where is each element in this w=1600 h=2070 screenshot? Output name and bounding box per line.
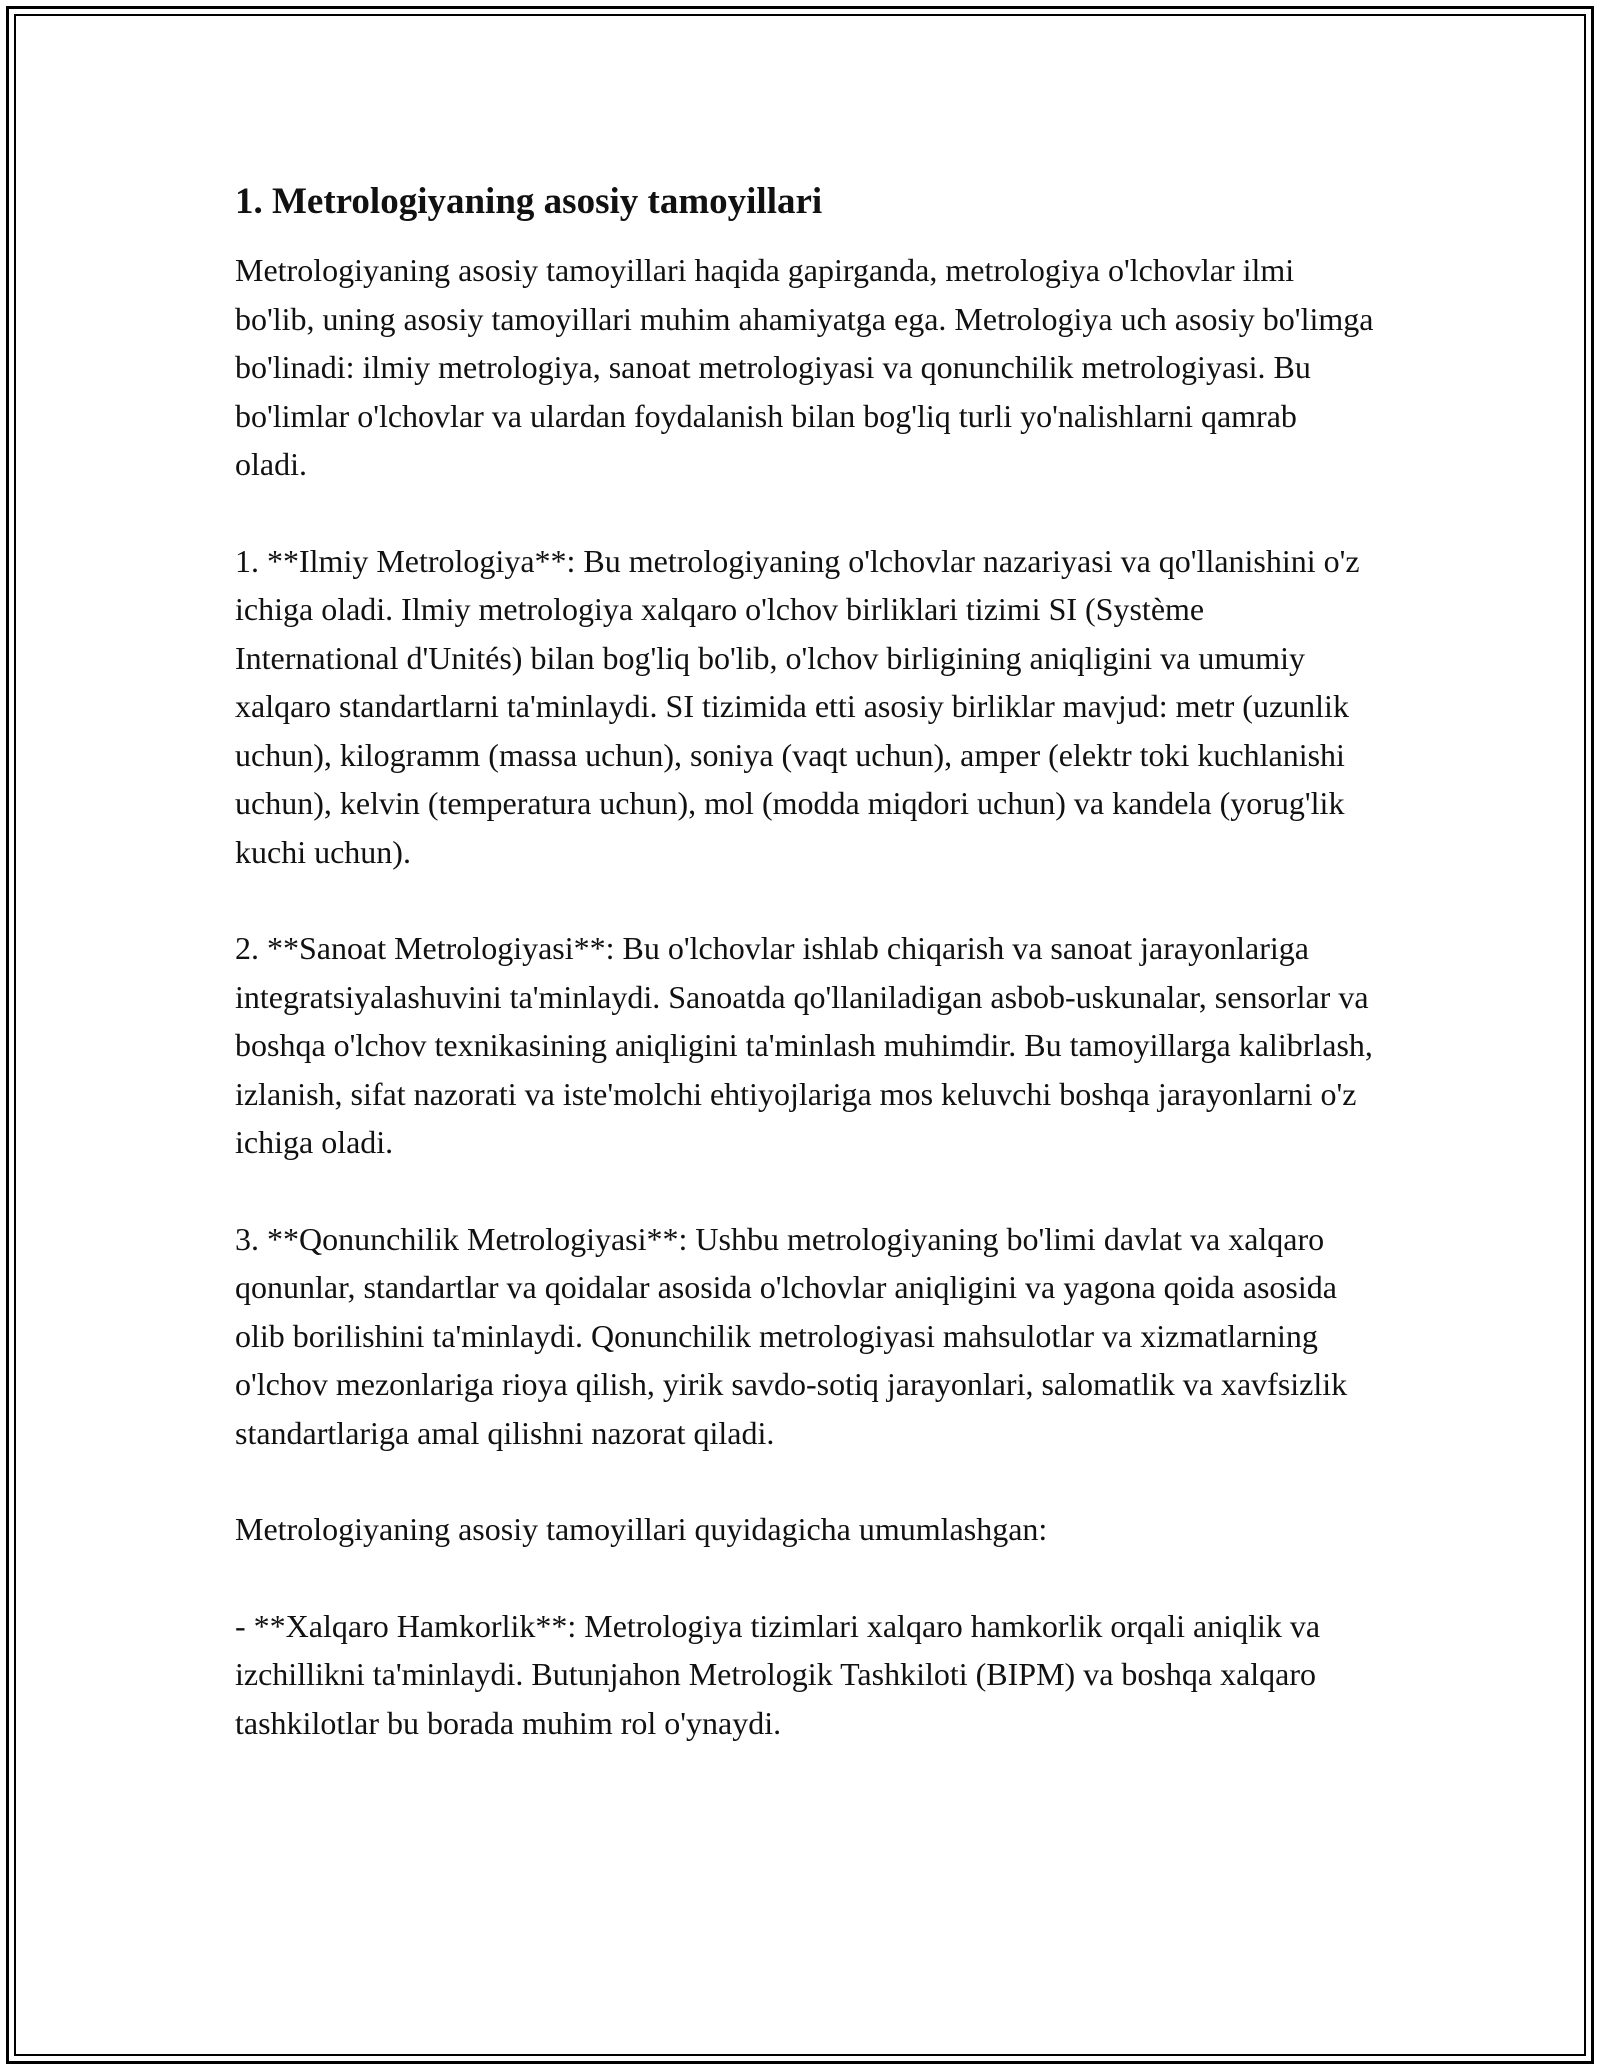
- paragraph-industrial-metrology: 2. **Sanoat Metrologiyasi**: Bu o'lchovlar ishlab chiqarish va sanoat jarayonlariga integratsiyalashuvini ta'minlaydi. Sanoatda qo'llaniladigan asbob-uskunalar, sensorlar va boshqa o'lchov texnikasining aniqligini ta'minlash muhimdir. Bu tamoyillarga kalibrlash, izlanish, sifat nazorati va iste'molchi ehtiyojlariga mos keluvchi boshqa jarayonlarni o'z ichiga oladi.: [235, 930, 1373, 1161]
- paragraph-legal-metrology: 3. **Qonunchilik Metrologiyasi**: Ushbu metrologiyaning bo'limi davlat va xalqaro qonunlar, standartlar va qoidalar asosida o'lchovlar aniqligini va yagona qoida asosida olib borilishini ta'minlaydi. Qonunchilik metrologiyasi mahsulotlar va xizmatlarning o'lchov mezonlariga rioya qilish, yirik savdo-sotiq jarayonlari, salomatlik va xavfsizlik standartlariga amal qilishni nazorat qiladi.: [235, 1220, 1348, 1451]
- document-body: [235, 180, 1375, 1747]
- document-title: 1. Metrologiyaning asosiy tamoyillari: [235, 181, 823, 222]
- paragraph-intro: Metrologiyaning asosiy tamoyillari haqida gapirganda, metrologiya o'lchovlar ilmi bo'lib, uning asosiy tamoyillari muhim ahamiyatga ega. Metrologiya uch asosiy bo'limga bo'linadi: ilmiy metrologiya, sanoat metrologiyasi va qonunchilik metrologiyasi. Bu bo'limlar o'lchovlar va ulardan foydalanish bilan bog'liq turli yo'nalishlarni qamrab oladi.: [235, 252, 1374, 483]
- paragraph-scientific-metrology: 1. **Ilmiy Metrologiya**: Bu metrologiyaning o'lchovlar nazariyasi va qo'llanishini o'z ichiga oladi. Ilmiy metrologiya xalqaro o'lchov birliklari tizimi SI (Système International d'Unités) bilan bog'liq bo'lib, o'lchov birligining aniqligini va umumiy xalqaro standartlarni ta'minlaydi. SI tizimida etti asosiy birliklar mavjud: metr (uzunlik uchun), kilogramm (massa uchun), soniya (vaqt uchun), amper (elektr toki kuchlanishi uchun), kelvin (temperatura uchun), mol (modda miqdori uchun) va kandela (yorug'lik kuchi uchun).: [235, 542, 1360, 870]
- paragraph-summary-lead: Metrologiyaning asosiy tamoyillari quyidagicha umumlashgan:: [235, 1511, 1048, 1548]
- paragraph-international-cooperation: - **Xalqaro Hamkorlik**: Metrologiya tizimlari xalqaro hamkorlik orqali aniqlik va izchillikni ta'minlaydi. Butunjahon Metrologik Tashkiloti (BIPM) va boshqa xalqaro tashkilotlar bu borada muhim rol o'ynaydi.: [235, 1607, 1321, 1741]
